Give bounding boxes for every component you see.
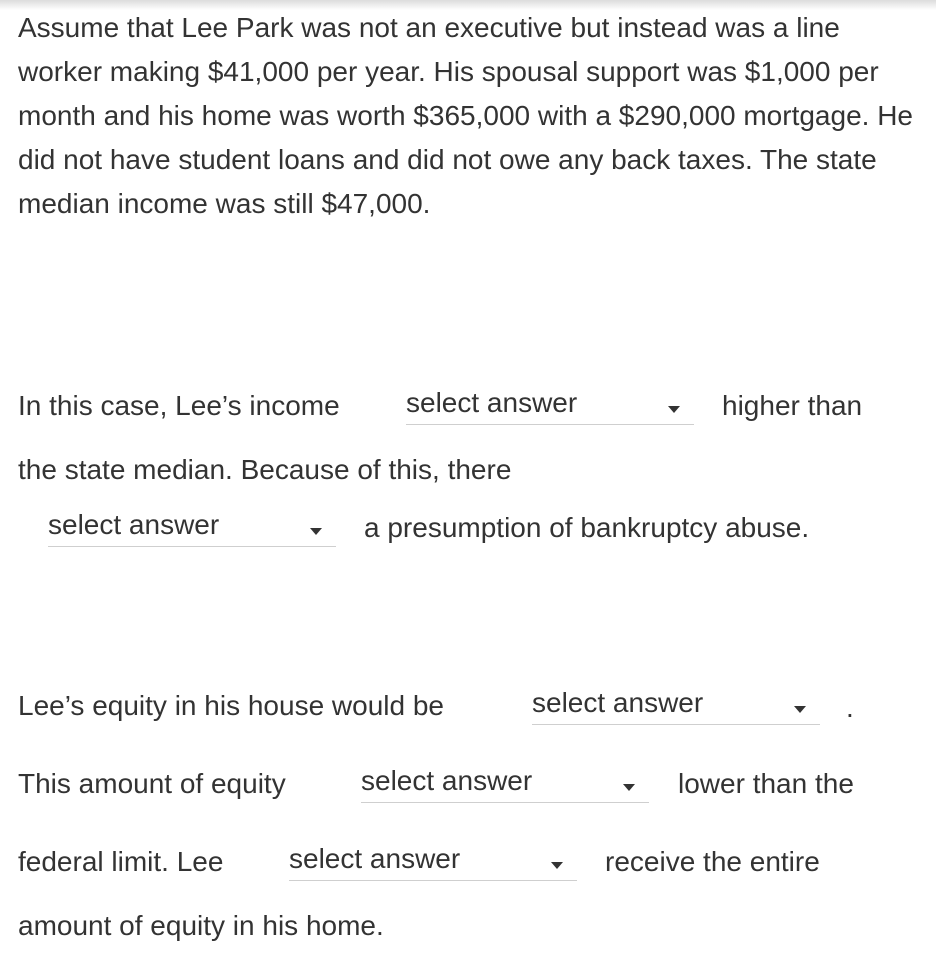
- q1-line2: the state median. Because of this, there: [18, 454, 512, 485]
- dropdown-label: select answer: [361, 765, 533, 796]
- dropdown-label: select answer: [532, 687, 704, 718]
- dropdown-label: select answer: [406, 387, 578, 418]
- home-equity-dropdown[interactable]: [532, 686, 820, 725]
- q4-prefix: This amount of equity: [18, 768, 286, 799]
- equity-limit-dropdown[interactable]: [361, 764, 649, 803]
- caret-down-icon: [310, 528, 322, 535]
- q5-suffix: receive the entire: [605, 846, 820, 877]
- caret-down-icon: [551, 862, 563, 869]
- receive-equity-dropdown[interactable]: [289, 842, 577, 881]
- q1-suffix: higher than: [722, 390, 863, 421]
- q3-suffix: .: [846, 692, 854, 723]
- caret-down-icon: [623, 784, 635, 791]
- q5-prefix: federal limit. Lee: [18, 846, 224, 877]
- intro-paragraph: Assume that Lee Park was not an executive but instead was a line worker making $41,000 per year. His spousal support was $1,000 per month and his home was worth $365,000 with a $290,000 mortgage. He did not have student loans and did not owe any back taxes. The state median income was still $47,000.: [18, 12, 914, 219]
- q3-prefix: Lee’s equity in his house would be: [18, 690, 445, 721]
- caret-down-icon: [668, 406, 680, 413]
- dropdown-label: select answer: [289, 843, 461, 874]
- dropdown-label: select answer: [48, 509, 220, 540]
- caret-down-icon: [794, 706, 806, 713]
- q1-prefix: In this case, Lee’s income: [18, 390, 340, 421]
- q2-suffix: a presumption of bankruptcy abuse.: [364, 512, 810, 543]
- q4-suffix: lower than the: [678, 768, 854, 799]
- presumption-dropdown[interactable]: [48, 508, 336, 547]
- q5-line2: amount of equity in his home.: [18, 910, 384, 941]
- income-comparison-dropdown[interactable]: [406, 386, 694, 425]
